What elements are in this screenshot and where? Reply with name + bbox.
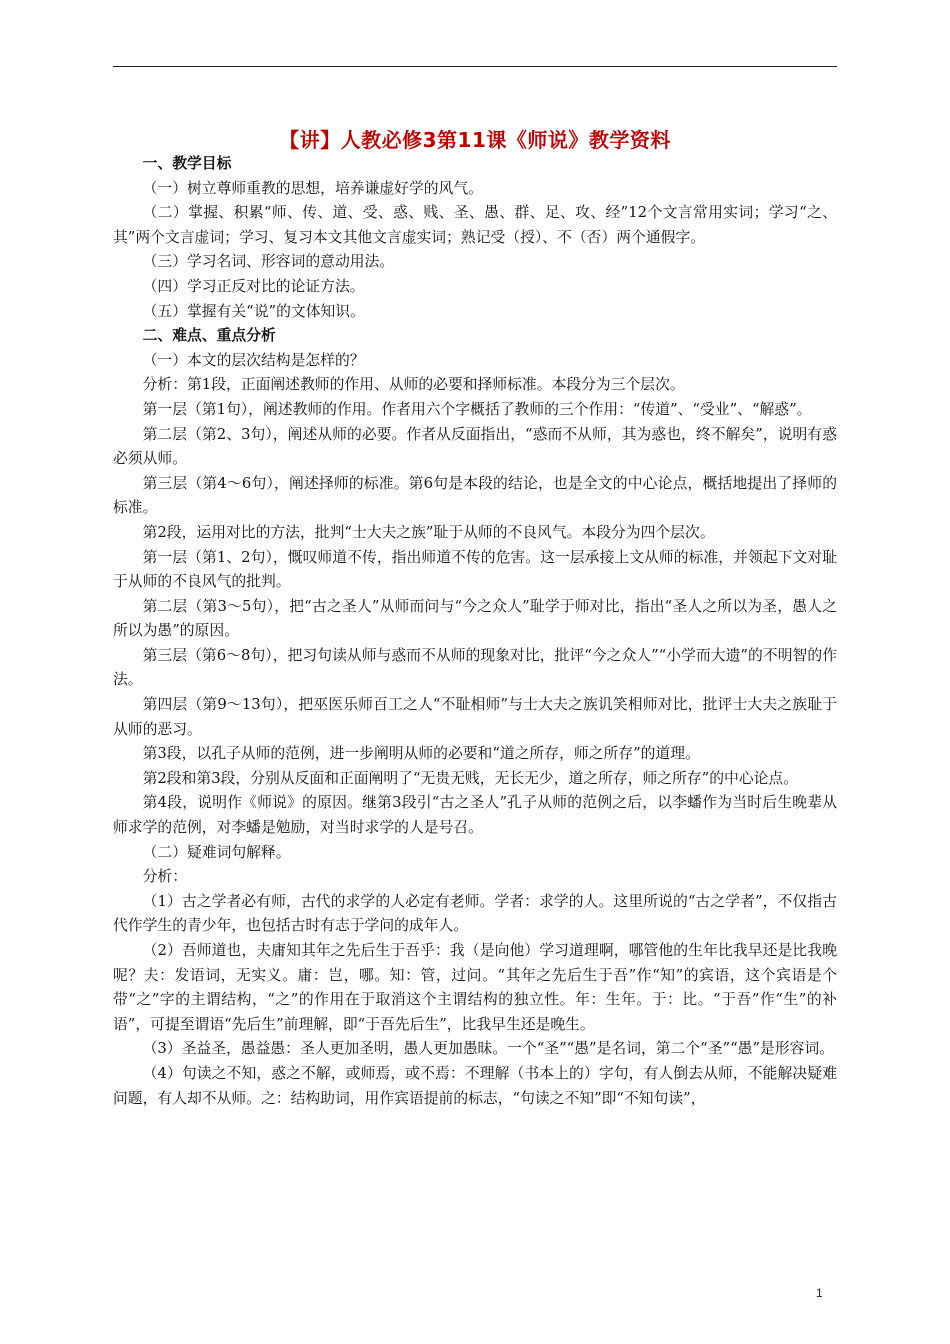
paragraph: （一）树立尊师重教的思想，培养谦虚好学的风气。 xyxy=(142,179,483,197)
header-rule xyxy=(113,66,837,67)
paragraph: 第一层（第1、2句），慨叹师道不传，指出师道不传的危害。这一层承接上文从师的标准，并领起下文对耻于从师的不良风气的批判。 xyxy=(113,548,837,591)
paragraph: （三）学习名词、形容词的意动用法。 xyxy=(142,253,395,271)
paragraph: 分析：第1段，正面阐述教师的作用、从师的必要和择师标准。本段分为三个层次。 xyxy=(142,376,685,394)
document-title: 【讲】人教必修3第11课《师说》教学资料 xyxy=(279,128,671,152)
paragraph: 分析： xyxy=(142,868,187,886)
page-number: 1 xyxy=(816,1286,823,1300)
paragraph: 第2段，运用对比的方法，批判“士大夫之族”耻于从师的不良风气。本段分为四个层次。 xyxy=(142,523,715,541)
paragraph: （2）吾师道也，夫庸知其年之先后生于吾乎：我（是向他）学习道理啊，哪管他的生年比我早还是比我晚呢？夫：发语词，无实义。庸：岂，哪。知：管，过问。“其年之先后生于吾”作“知”的宾语，这个宾语是个带“之”字的主谓结构，“之”的作用在于取消这个主谓结构的独立性。年：生年。于：比。“于吾”作“生”的补语”，可提至谓语“先后生”前理解，即“于吾先后生”，比我早生还是晚生。 xyxy=(113,942,837,1033)
paragraph: （4）句读之不知，惑之不解，或师焉，或不焉：不理解（书本上的）字句，有人倒去从师，不能解决疑难问题，有人却不从师。之：结构助词，用作宾语提前的标志，“句读之不知”即“不知句读”， xyxy=(113,1064,837,1107)
paragraph: （一）本文的层次结构是怎样的？ xyxy=(142,351,365,369)
paragraph: 第3段，以孔子从师的范例，进一步阐明从师的必要和“道之所存，师之所存”的道理。 xyxy=(142,745,700,763)
paragraph: （3）圣益圣，愚益愚：圣人更加圣明，愚人更加愚昧。一个“圣”“愚”是名词，第二个“圣”“愚”是形容词。 xyxy=(142,1040,834,1058)
paragraph: （1）古之学者必有师，古代的求学的人必定有老师。学者：求学的人。这里所说的“古之学者”，不仅指古代作学生的青少年，也包括古时有志于学问的成年人。 xyxy=(113,892,837,935)
paragraph: 第二层（第2、3句），阐述从师的必要。作者从反面指出，“惑而不从师，其为惑也，终不解矣”，说明有惑必须从师。 xyxy=(113,425,837,468)
paragraph: （二）掌握、积累“师、传、道、受、惑、贱、圣、愚、群、足、攻、经”12个文言常用实词；学习“之、其”两个文言虚词；学习、复习本文其他文言虚实词；熟记受（授）、不（否）两个通假字。 xyxy=(113,204,837,246)
paragraph: （四）学习正反对比的论证方法。 xyxy=(142,277,365,295)
paragraph: 第4段，说明作《师说》的原因。继第3段引“古之圣人”孔子从师的范例之后，以李蟠作为当时后生晚辈从师求学的范例，对李蟠是勉励，对当时求学的人是号召。 xyxy=(113,794,837,837)
section-heading: 二、难点、重点分析 xyxy=(142,327,276,345)
document-body xyxy=(113,152,837,1111)
section-heading: 一、教学目标 xyxy=(142,155,232,172)
paragraph: 第2段和第3段，分别从反面和正面阐明了“无贵无贱，无长无少，道之所存，师之所存”的中心论点。 xyxy=(142,769,799,787)
paragraph: （二）疑难词句解释。 xyxy=(142,843,291,861)
paragraph: 第二层（第3～5句），把“古之圣人”从师而问与“今之众人”耻学于师对比，指出“圣人之所以为圣，愚人之所以为愚”的原因。 xyxy=(113,597,837,640)
paragraph: 第四层（第9～13句），把巫医乐师百工之人“不耻相师”与士大夫之族讥笑相师对比，批评士大夫之族耻于从师的恶习。 xyxy=(113,696,837,738)
paragraph: 第一层（第1句），阐述教师的作用。作者用六个字概括了教师的三个作用：“传道”、“受业”、“解惑”。 xyxy=(142,400,812,418)
paragraph: 第三层（第6～8句），把习句读从师与惑而不从师的现象对比，批评“今之众人”“小学而大遗”的不明智的作法。 xyxy=(113,646,837,689)
paragraph: （五）掌握有关“说”的文体知识。 xyxy=(142,302,365,320)
paragraph: 第三层（第4～6句），阐述择师的标准。第6句是本段的结论，也是全文的中心论点，概括地提出了择师的标准。 xyxy=(113,474,837,517)
